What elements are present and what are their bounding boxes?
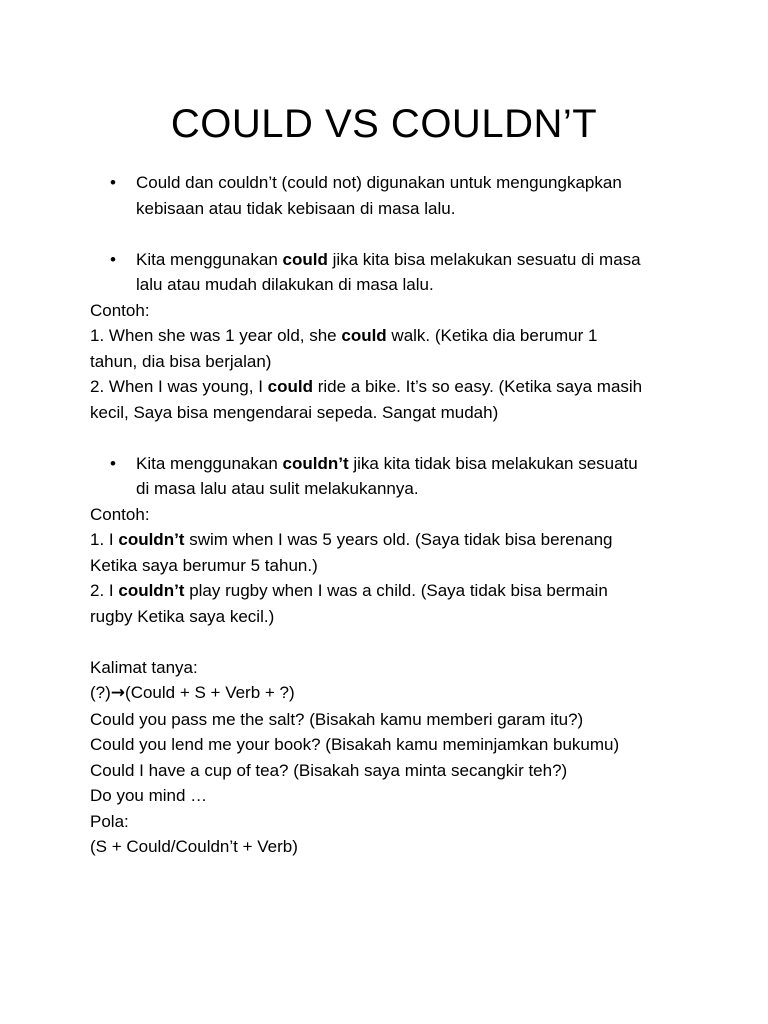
pola-formula: (S + Could/Couldn’t + Verb) — [90, 837, 298, 856]
bullet-dot-icon: • — [110, 173, 116, 192]
bullet-line: Could dan couldn’t (could not) digunakan untuk mengungkapkan — [136, 173, 622, 192]
question-label: Kalimat tanya: — [90, 657, 198, 677]
page-title: COULD VS COULDN’T — [170, 102, 598, 146]
example-line: rugby Ketika saya kecil.) — [90, 606, 275, 626]
example-line: 1. When she was 1 year old, she could walk. (Ketika dia berumur 1 — [90, 326, 598, 345]
example-line: kecil, Saya bisa mengendarai sepeda. Sangat mudah) — [90, 402, 499, 422]
pola-label: Pola: — [90, 811, 129, 831]
bullet-definition — [90, 170, 690, 221]
bullet-could-usage — [90, 247, 690, 298]
bullet-dot-icon: • — [110, 453, 116, 473]
question-pattern: (?)→(Could + S + Verb + ?) — [90, 683, 295, 703]
bullet-dot-icon: • — [110, 249, 116, 269]
arrow-right-icon: → — [110, 683, 126, 703]
bullet-line: lalu atau mudah dilakukan di masa lalu. — [136, 275, 434, 294]
bullet-line: Kita menggunakan could jika kita bisa melakukan sesuatu di masa — [136, 249, 641, 269]
spacer — [90, 221, 690, 247]
question-example: Could you lend me your book? (Bisakah kamu meminjamkan bukumu) — [90, 735, 620, 754]
spacer — [90, 629, 690, 655]
example-line: Ketika saya berumur 5 tahun.) — [90, 555, 318, 575]
question-example: Do you mind … — [90, 786, 208, 805]
example-label: Contoh: — [90, 504, 150, 524]
example-line: 2. When I was young, I could ride a bike. It’s so easy. (Ketika saya masih — [90, 377, 643, 396]
bullet-couldnt-usage — [90, 451, 690, 502]
question-example: Could you pass me the salt? (Bisakah kamu memberi garam itu?) — [90, 709, 584, 729]
example-line: 2. I couldn’t play rugby when I was a child. (Saya tidak bisa bermain — [90, 581, 608, 600]
keyword-couldnt: couldn’t — [282, 453, 349, 473]
spacer — [90, 425, 690, 451]
keyword-could: could — [282, 249, 328, 269]
example-line: tahun, dia bisa berjalan) — [90, 351, 272, 371]
bullet-line: kebisaan atau tidak kebisaan di masa lalu. — [136, 198, 456, 218]
bullet-line: di masa lalu atau sulit melakukannya. — [136, 479, 419, 498]
document-body — [90, 170, 690, 860]
question-example: Could I have a cup of tea? (Bisakah saya minta secangkir teh?) — [90, 760, 568, 780]
bullet-line: Kita menggunakan couldn’t jika kita tidak bisa melakukan sesuatu — [136, 453, 638, 473]
example-line: 1. I couldn’t swim when I was 5 years old. (Saya tidak bisa berenang — [90, 530, 613, 549]
example-label: Contoh: — [90, 300, 150, 320]
